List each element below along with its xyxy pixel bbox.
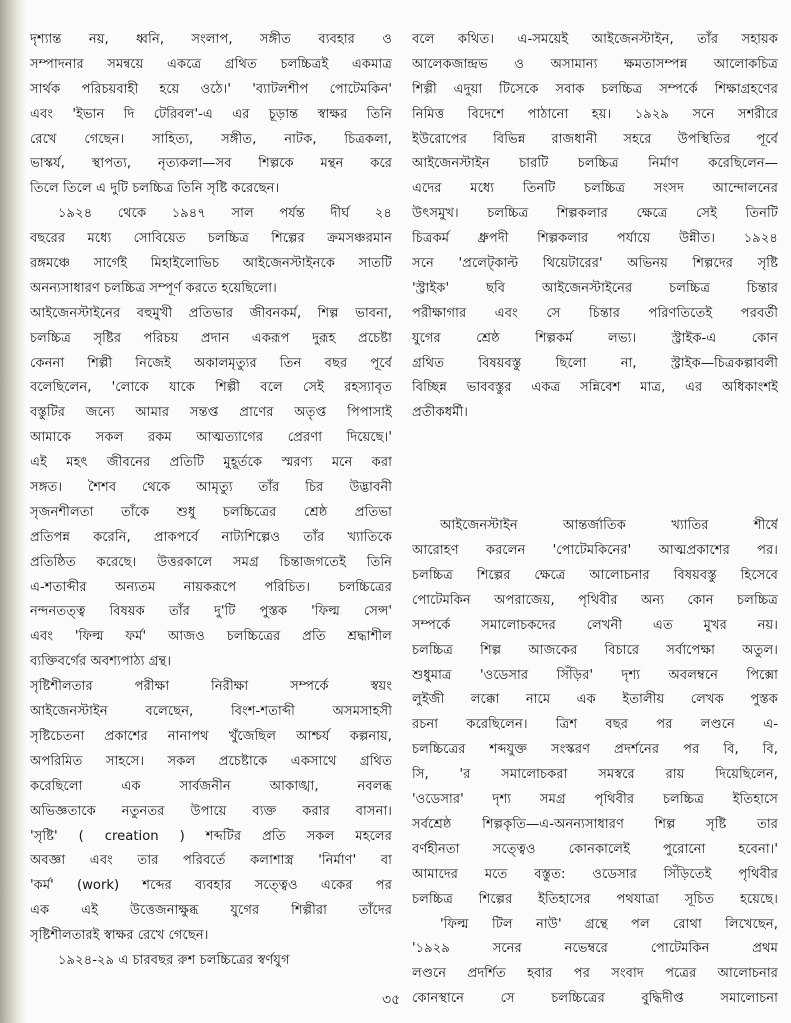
- text-line: বলেছিলেন, 'লোকে যাকে শিল্পী বলে সেই রহস্যাবৃত: [30, 380, 392, 396]
- text-line: ইউরোপের বিভিন্ন রাজধানী সহরে উপস্থিতির পূর্বে: [412, 131, 778, 147]
- text-line: সর্বশ্রেষ্ঠ শিল্পকৃতি—এ-অনন্যসাধারণ শিল্প সৃষ্টি তার: [412, 816, 778, 832]
- text-line: রচনা করেছিলেন। ত্রিশ বছর পর লণ্ডনে এ-: [412, 717, 778, 733]
- text-line: কোনস্থানে সে চলচ্চিত্রের বুদ্ধিদীপ্ত সমালোচনা: [412, 991, 778, 1007]
- text-line: অবজ্ঞা এবং তার পরিবর্তে কলাশাস্ত্র 'নির্মাণ' বা: [30, 853, 392, 869]
- text-line: 'স্ট্রাইক' ছবি আইজেনস্টাইনের চলচ্চিত্র চিন্তার: [412, 280, 778, 296]
- text-line: আইজেনস্টাইনের বহুমুখী প্রতিভার জীবনকর্ম, শিল্প ভাবনা,: [30, 305, 392, 321]
- text-line: প্রতীকধর্মী।: [412, 405, 468, 421]
- text-line: চলচ্চিত্রের শব্দযুক্ত সংস্করণ প্রদর্শনের পর বি, বি,: [412, 742, 778, 758]
- text-line: ১৯২৪-২৯ এ চারবছর রুশ চলচ্চিত্রের স্বর্ণযুগ: [58, 952, 290, 968]
- text-line: সনে 'প্রলেট্‌কাল্ট থিয়েটারের' অভিনয় শিল্পদের সৃষ্টি: [412, 256, 778, 272]
- text-line: এই মহৎ জীবনের প্রতিটি মুহূর্তকে স্মরণ্য মনে করা: [30, 455, 392, 471]
- text-line: চলচ্চিত্র শিল্পের ক্ষেত্রে আলোচনার বিষয়বস্তু হিসেবে: [412, 568, 778, 584]
- text-line: সৃষ্টিশীলতার পরীক্ষা নিরীক্ষা সম্পর্কে স্বয়ং: [30, 679, 392, 695]
- text-line: আইজেনস্টাইন বলেছেন, বিংশ-শতাব্দী অসমসাহসী: [30, 704, 392, 720]
- text-line: নিমিত্ত বিদেশে পাঠানো হয়। ১৯২৯ সনে সশরীরে: [412, 106, 778, 122]
- text-line: ব্যক্তিবর্গের অবশ্যপাঠ্য গ্রন্থ।: [30, 654, 172, 670]
- right-paragraph-1: [412, 28, 778, 426]
- text-line: যুগের শ্রেষ্ঠ শিল্পকর্ম লভ্য। স্ট্রাইক-এ কোন: [412, 330, 778, 346]
- text-line: বলে কথিত। এ-সময়েই আইজেনস্টাইন, তাঁর সহায়ক: [412, 32, 778, 47]
- text-line: চলচ্চিত্র শিল্প আজকের বিচারে সর্বাপেক্ষা অতুল।: [412, 642, 778, 658]
- text-line: বর্ণহীনতা সত্ত্বেও কোনকালেই পুরোনো হবেনা।': [412, 841, 778, 857]
- text-line: বছরের মধ্যে সোবিয়েত চলচ্চিত্র শিল্পের ক্রমসঞ্চরমান: [30, 231, 392, 247]
- text-line: শিল্পী এদুয়া টিসেকে সবাক চলচ্চিত্র সম্পর্কে শিক্ষাগ্রহণের: [412, 81, 778, 97]
- text-line: সম্পাদনার সমন্বয়ে একত্রে গ্রথিত চলচ্চিত্রই একমাত্র: [30, 56, 392, 72]
- text-line: 'ওডেসার' দৃশ্য সমগ্র পৃথিবীর চলচ্চিত্র ইতিহাসে: [412, 792, 778, 808]
- text-line: এ-শতাব্দীর অন্যতম নায়করূপে পরিচিত। চলচ্চিত্রের: [30, 579, 392, 595]
- text-line: চলচ্চিত্র সৃষ্টির পরিচয় প্রদান একরূপ দুরূহ প্রচেষ্টা: [30, 330, 392, 346]
- text-line: আমাকে সকল রকম আত্মত্যাগের প্রেরণা দিয়েছে।': [30, 430, 392, 446]
- page-binding-shadow: [0, 0, 26, 1023]
- right-paragraph-2: [412, 514, 778, 1012]
- text-line: সঙ্গত। শৈশব থেকে আমৃত্যু তাঁর চির উদ্ভাবনী: [30, 480, 392, 496]
- text-line: সৃজনশীলতা তাঁকে শুধু চলচ্চিত্রের শ্রেষ্ঠ প্রতিভা: [30, 504, 392, 520]
- text-line: পোটেমকিন অপরাজেয়, পৃথিবীর অন্য কোন চলচ্চিত্র: [412, 592, 778, 608]
- text-line: অভিজ্ঞতাকে নতুনতর উপায়ে ব্যক্ত করার বাসনা।: [30, 803, 392, 819]
- text-line: অপরিমিত সাহসে। সকল প্রচেষ্টাকে একসাথে গ্রথিত: [30, 753, 392, 769]
- text-line: 'সৃষ্টি' ( creation ) শব্দটির প্রতি সকল মহলের: [30, 828, 392, 844]
- text-line: করেছিলো এক সার্বজনীন আকাঙ্খা, নবলব্ধ: [30, 778, 392, 794]
- text-line: সৃষ্টিচেতনা প্রকাশের নানাপথ খুঁজেছিল আশ্চর্য কল্পনায়,: [30, 728, 392, 744]
- text-line: নন্দনতত্ত্ব বিষয়ক তাঁর দু'টি পুস্তক 'ফিল্ম সেন্স': [30, 604, 392, 620]
- text-line: প্রতিপন্ন করেনি, প্রাকপর্বে নাট্যশিল্পেও তাঁর খ্যাতিকে: [30, 529, 392, 545]
- text-line: সৃষ্টিশীলতারই স্বাক্ষর রেখে গেছেন।: [30, 928, 209, 944]
- text-line: চিত্রকর্ম ধ্রুপদী শিল্পকলার পর্যায়ে উন্নীত। ১৯২৪: [412, 231, 778, 247]
- text-line: দৃশ্যান্ত নয়, ধ্বনি, সংলাপ, সঙ্গীত ব্যবহার ও: [30, 32, 392, 47]
- text-line: বস্তুটির জন্যে আমার সন্তপ্ত প্রাণের অতৃপ্ত পিপাসাই: [30, 405, 392, 421]
- text-line: 'ফিল্ম টিল নাউ' গ্রন্থে পল রোথা লিখেছেন,: [440, 916, 778, 932]
- text-line: লুইজী লক্কো নামে এক ইতালীয় লেখক পুস্তক: [412, 692, 778, 708]
- text-line: 'কর্ম' (work) শব্দের ব্যবহার সত্ত্বেও একের পর: [30, 878, 392, 894]
- right-column: [412, 28, 778, 1012]
- text-line: আইজেনস্টাইন চারটি চলচ্চিত্র নির্মাণ করেছিলেন—: [412, 156, 778, 172]
- text-line: গ্রথিত বিষয়বস্তু ছিলো না, স্ট্রাইক—চিত্রকল্পাবলী: [412, 355, 778, 371]
- text-line: '১৯২৯ সনের নভেম্বরে পোটেমকিন প্রথম: [412, 941, 778, 957]
- text-line: রেখে গেছেন। সাহিত্য, সঙ্গীত, নাটক, চিত্রকলা,: [30, 131, 392, 147]
- text-line: সার্থক পরিচয়বাহী হয়ে ওঠে।' 'ব্যাটলশীপ পোটেমকিন': [30, 81, 392, 97]
- text-line: বিচ্ছিন্ন ভাববস্তুর একত্র সন্নিবেশ মাত্র, এর অধিকাংশই: [412, 380, 778, 396]
- text-line: এবং 'ফিল্ম ফর্ম' আজও চলচ্চিত্রের প্রতি শ্রদ্ধাশীল: [30, 629, 392, 645]
- text-line: এক এই উত্তেজনাক্ষুব্ধ যুগের শিল্পীরা তাঁদের: [30, 903, 392, 919]
- text-line: চলচ্চিত্র শিল্পের ইতিহাসের পথযাত্রা সূচিত হয়েছে।: [412, 891, 778, 907]
- text-line: আরোহণ করলেন 'পোটেমকিনের' আত্মপ্রকাশের পর।: [412, 543, 778, 559]
- text-line: লণ্ডনে প্রদর্শিত হবার পর সংবাদ পত্রের আলোচনার: [412, 966, 778, 982]
- text-line: এবং 'ইভান দি টেরিবল'-এ এর চূড়ান্ত স্বাক্ষর তিনি: [30, 106, 392, 122]
- text-line: আইজেনস্টাইন আন্তর্জাতিক খ্যাতির শীর্ষে: [440, 518, 778, 534]
- text-line: আলেকজান্দ্রভ ও অসামান্য ক্ষমতাসম্পন্ন আলোকচিত্র: [412, 56, 778, 72]
- text-line: ১৯২৪ থেকে ১৯৪৭ সাল পর্যন্ত দীর্ঘ ২৪: [58, 206, 392, 222]
- text-line: এদের মধ্যে তিনটি চলচ্চিত্র সংসদ আন্দোলনের: [412, 181, 778, 197]
- text-line: সি, 'র সমালোচকরা সমস্বরে রায় দিয়েছিলেন,: [412, 767, 778, 783]
- text-line: উৎসমুখ। চলচ্চিত্র শিল্পকলার ক্ষেত্রে সেই তিনটি: [412, 206, 778, 222]
- text-line: কেননা শিল্পী নিজেই অকালমৃত্যুর তিন বছর পূর্বে: [30, 355, 392, 371]
- page-number: ৩৫: [382, 992, 401, 1008]
- text-line: সম্পর্কে সমালোচকদের লেখনী এত মুখর নয়।: [412, 617, 778, 633]
- left-column: [30, 28, 392, 974]
- paragraph-gap: [412, 426, 778, 514]
- text-line: তিলে তিলে এ দুটি চলচ্চিত্র তিনি সৃষ্টি করেছেন।: [30, 181, 280, 197]
- text-line: শুধুমাত্র 'ওডেসার সিঁড়ির' দৃশ্য অবলম্বনে পিক্সো: [412, 667, 778, 683]
- text-line: পরীক্ষাগার এবং সে চিন্তার পরিণতিতেই পরবর্তী: [412, 305, 778, 321]
- text-line: আমাদের মতে বস্তুত: ওডেসার সিঁড়িতেই পৃথিবীর: [412, 866, 778, 882]
- text-line: রঙ্গমঞ্চে সার্গেই মিহাইলোভিচ আইজেনস্টাইনকে সাতটি: [30, 256, 392, 272]
- text-line: অনন্যসাধারণ চলচ্চিত্র সম্পূর্ণ করতে হয়েছিলো।: [30, 280, 277, 296]
- text-line: ভাস্কর্য, স্থাপত্য, নৃত্যকলা—সব শিল্পকে মন্থন করে: [30, 156, 392, 172]
- text-line: প্রতিষ্ঠিত করেছে। উত্তরকালে সমগ্র চিন্তাজগতেই তিনি: [30, 554, 392, 570]
